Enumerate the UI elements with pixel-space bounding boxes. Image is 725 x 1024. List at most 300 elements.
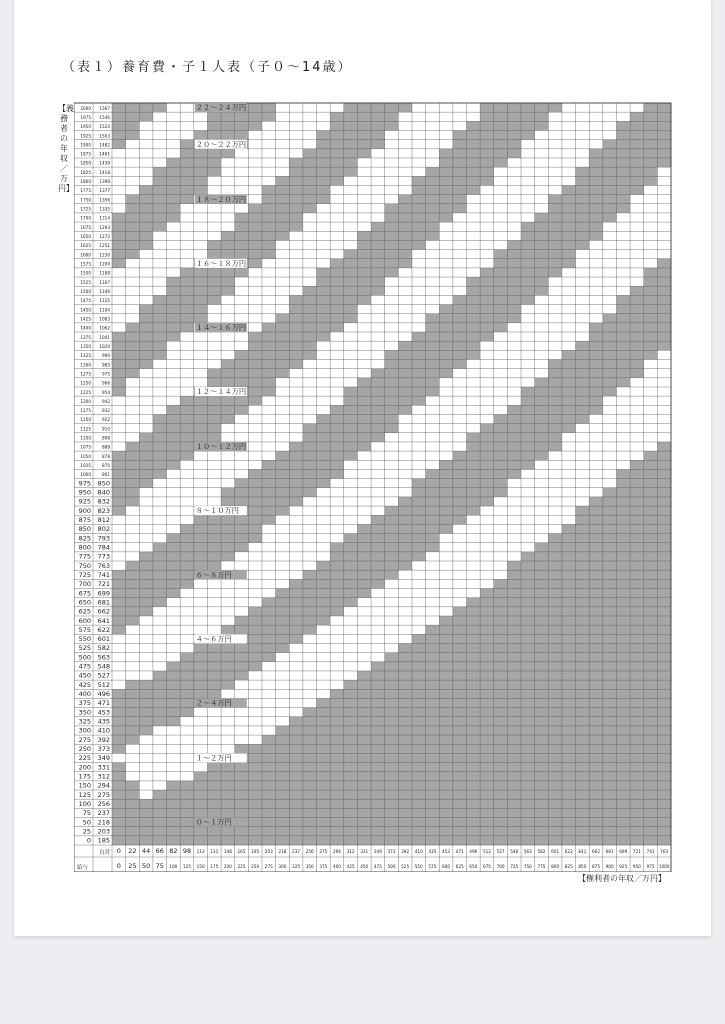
- band-cell: [657, 479, 671, 488]
- band-cell: [589, 222, 603, 231]
- band-cell: [303, 534, 317, 543]
- band-cell: [221, 579, 235, 588]
- band-cell: [303, 414, 317, 423]
- band-cell: [139, 204, 153, 213]
- band-cell: [548, 735, 562, 744]
- band-cell: [398, 726, 412, 735]
- band-cell: [439, 589, 453, 598]
- band-cell: [657, 213, 671, 222]
- band-cell: [466, 295, 480, 304]
- band-cell: [262, 744, 276, 753]
- band-cell: [139, 240, 153, 249]
- band-cell: [194, 369, 208, 378]
- band-cell: [616, 662, 630, 671]
- band-cell: [112, 680, 126, 689]
- band-cell: [562, 130, 576, 139]
- band-cell: [576, 634, 590, 643]
- band-cell: [303, 479, 317, 488]
- band-cell: [657, 488, 671, 497]
- band-cell: [221, 204, 235, 213]
- obligor-self-employed-tick: 1377: [99, 188, 110, 194]
- band-cell: [153, 231, 167, 240]
- band-cell: [644, 698, 658, 707]
- band-cell: [562, 634, 576, 643]
- obligor-self-employed-tick: 1020: [99, 343, 110, 349]
- band-cell: [426, 396, 440, 405]
- band-cell: [644, 451, 658, 460]
- band-cell: [357, 827, 371, 836]
- band-cell: [289, 268, 303, 277]
- band-cell: [603, 204, 617, 213]
- band-cell: [385, 149, 399, 158]
- band-cell: [576, 479, 590, 488]
- band-cell: [344, 176, 358, 185]
- band-cell: [276, 662, 290, 671]
- band-cell: [644, 616, 658, 625]
- band-cell: [535, 250, 549, 259]
- band-cell: [589, 818, 603, 827]
- band-cell: [439, 753, 453, 762]
- band-cell: [357, 808, 371, 817]
- band-cell: [548, 332, 562, 341]
- band-cell: [139, 753, 153, 762]
- band-cell: [507, 140, 521, 149]
- band-cell: [180, 552, 194, 561]
- band-cell: [466, 112, 480, 121]
- band-cell: [630, 598, 644, 607]
- band-cell: [126, 442, 140, 451]
- band-cell: [371, 158, 385, 167]
- band-cell: [385, 488, 399, 497]
- band-cell: [317, 305, 331, 314]
- band-cell: [426, 305, 440, 314]
- obligor-self-employed-tick: 763: [97, 561, 110, 570]
- band-cell: [248, 689, 262, 698]
- obligor-self-employed-tick: 1439: [99, 160, 110, 166]
- band-cell: [576, 497, 590, 506]
- band-cell: [480, 643, 494, 652]
- band-cell: [644, 332, 658, 341]
- band-cell: [439, 643, 453, 652]
- band-cell: [126, 772, 140, 781]
- band-cell: [317, 204, 331, 213]
- band-cell: [167, 506, 181, 515]
- band-cell: [112, 414, 126, 423]
- band-cell: [153, 350, 167, 359]
- obligor-salary-tick: 1225: [80, 389, 91, 395]
- band-cell: [248, 497, 262, 506]
- band-cell: [535, 167, 549, 176]
- obligee-salary-tick: 600: [442, 864, 451, 869]
- band-cell: [317, 469, 331, 478]
- band-cell: [112, 121, 126, 130]
- obligor-salary-tick: 300: [78, 726, 91, 735]
- band-cell: [562, 561, 576, 570]
- band-cell: [630, 662, 644, 671]
- obligor-self-employed-tick: 1293: [99, 224, 110, 230]
- band-cell: [276, 268, 290, 277]
- band-cell: [167, 167, 181, 176]
- obligor-self-employed-tick: 999: [102, 353, 110, 359]
- band-cell: [603, 488, 617, 497]
- band-cell: [657, 726, 671, 735]
- band-cell: [357, 497, 371, 506]
- band-cell: [167, 240, 181, 249]
- band-cell: [453, 781, 467, 790]
- band-cell: [221, 561, 235, 570]
- band-cell: [453, 836, 467, 845]
- band-cell: [480, 396, 494, 405]
- band-cell: [139, 213, 153, 222]
- band-cell: [466, 140, 480, 149]
- band-cell: [153, 268, 167, 277]
- band-cell: [385, 323, 399, 332]
- band-cell: [221, 158, 235, 167]
- band-cell: [521, 195, 535, 204]
- band-cell: [139, 130, 153, 139]
- band-cell: [344, 680, 358, 689]
- band-cell: [616, 543, 630, 552]
- band-cell: [317, 424, 331, 433]
- band-cell: [153, 433, 167, 442]
- band-cell: [180, 607, 194, 616]
- band-cell: [194, 790, 208, 799]
- band-cell: [276, 799, 290, 808]
- obligee-self-employed-tick: 681: [605, 849, 614, 854]
- band-cell: [262, 753, 276, 762]
- band-cell: [521, 332, 535, 341]
- band-cell: [180, 717, 194, 726]
- band-cell: [630, 689, 644, 698]
- band-cell: [548, 818, 562, 827]
- band-cell: [194, 396, 208, 405]
- band-cell: [180, 799, 194, 808]
- band-cell: [248, 350, 262, 359]
- band-cell: [480, 140, 494, 149]
- band-cell: [330, 479, 344, 488]
- band-cell: [644, 369, 658, 378]
- band-cell: [412, 121, 426, 130]
- band-cell: [412, 625, 426, 634]
- band-cell: [317, 827, 331, 836]
- band-cell: [303, 616, 317, 625]
- band-cell: [616, 653, 630, 662]
- band-cell: [330, 323, 344, 332]
- band-cell: [521, 625, 535, 634]
- band-cell: [303, 103, 317, 112]
- band-cell: [344, 323, 358, 332]
- band-cell: [589, 515, 603, 524]
- band-cell: [180, 240, 194, 249]
- obligor-salary-tick: 1475: [80, 298, 91, 304]
- band-cell: [480, 708, 494, 717]
- band-cell: [507, 680, 521, 689]
- band-cell: [112, 790, 126, 799]
- obligee-salary-tick: 875: [592, 864, 601, 869]
- band-cell: [167, 534, 181, 543]
- band-cell: [657, 286, 671, 295]
- band-cell: [276, 222, 290, 231]
- obligee-salary-tick: 25: [128, 862, 137, 870]
- band-cell: [344, 286, 358, 295]
- band-cell: [603, 130, 617, 139]
- band-cell: [507, 589, 521, 598]
- band-cell: [330, 506, 344, 515]
- band-cell: [248, 653, 262, 662]
- band-cell: [521, 781, 535, 790]
- band-cell: [466, 689, 480, 698]
- band-cell: [262, 515, 276, 524]
- band-cell: [562, 167, 576, 176]
- band-cell: [357, 836, 371, 845]
- band-cell: [644, 653, 658, 662]
- band-cell: [194, 561, 208, 570]
- band-cell: [276, 185, 290, 194]
- band-cell: [317, 314, 331, 323]
- band-cell: [494, 543, 508, 552]
- band-cell: [126, 497, 140, 506]
- band-cell: [303, 222, 317, 231]
- band-cell: [507, 341, 521, 350]
- band-cell: [562, 350, 576, 359]
- obligee-self-employed-tick: 601: [551, 849, 560, 854]
- band-cell: [521, 506, 535, 515]
- band-cell: [126, 598, 140, 607]
- obligee-self-employed-tick: 66: [155, 847, 164, 855]
- obligor-salary-tick: 400: [78, 690, 91, 699]
- band-cell: [262, 405, 276, 414]
- band-cell: [385, 799, 399, 808]
- band-cell: [385, 341, 399, 350]
- band-cell: [589, 460, 603, 469]
- band-cell: [235, 808, 249, 817]
- band-cell: [385, 424, 399, 433]
- band-cell: [139, 808, 153, 817]
- band-cell: [371, 359, 385, 368]
- obligee-salary-tick: 350: [305, 864, 314, 869]
- band-cell: [630, 277, 644, 286]
- band-cell: [357, 515, 371, 524]
- band-cell: [548, 140, 562, 149]
- band-cell: [412, 369, 426, 378]
- obligor-self-employed-tick: 850: [97, 479, 110, 488]
- band-cell: [153, 387, 167, 396]
- band-cell: [126, 305, 140, 314]
- band-cell: [262, 451, 276, 460]
- band-cell: [194, 836, 208, 845]
- band-cell: [235, 185, 249, 194]
- band-cell: [139, 378, 153, 387]
- band-cell: [548, 130, 562, 139]
- band-cell: [344, 643, 358, 652]
- band-cell: [548, 149, 562, 158]
- band-cell: [330, 204, 344, 213]
- band-cell: [235, 772, 249, 781]
- band-cell: [657, 103, 671, 112]
- band-cell: [180, 634, 194, 643]
- band-cell: [276, 213, 290, 222]
- band-cell: [221, 167, 235, 176]
- obligee-salary-tick: 75: [155, 862, 164, 870]
- obligor-self-employed-tick: 784: [97, 543, 110, 552]
- band-cell: [494, 790, 508, 799]
- band-cell: [317, 735, 331, 744]
- band-cell: [167, 112, 181, 121]
- band-cell: [153, 680, 167, 689]
- band-cell: [207, 561, 221, 570]
- band-cell: [344, 735, 358, 744]
- band-cell: [112, 753, 126, 762]
- band-cell: [480, 369, 494, 378]
- band-cell: [371, 616, 385, 625]
- band-cell: [644, 570, 658, 579]
- band-cell: [439, 250, 453, 259]
- band-cell: [657, 396, 671, 405]
- band-cell: [262, 781, 276, 790]
- band-cell: [562, 295, 576, 304]
- band-cell: [644, 579, 658, 588]
- band-cell: [453, 424, 467, 433]
- obligee-salary-tick: 925: [619, 864, 628, 869]
- band-cell: [153, 250, 167, 259]
- band-cell: [235, 359, 249, 368]
- band-cell: [112, 570, 126, 579]
- band-cell: [507, 295, 521, 304]
- band-cell: [616, 433, 630, 442]
- band-cell: [180, 451, 194, 460]
- band-cell: [480, 469, 494, 478]
- band-cell: [603, 790, 617, 799]
- obligor-self-employed-tick: 1146: [99, 288, 110, 294]
- band-cell: [330, 561, 344, 570]
- band-cell: [262, 378, 276, 387]
- band-cell: [453, 140, 467, 149]
- band-cell: [262, 259, 276, 268]
- band-cell: [548, 689, 562, 698]
- band-cell: [521, 149, 535, 158]
- band-cell: [507, 204, 521, 213]
- band-cell: [262, 204, 276, 213]
- band-cell: [371, 167, 385, 176]
- band-cell: [507, 250, 521, 259]
- band-cell: [507, 506, 521, 515]
- band-cell: [398, 808, 412, 817]
- band-cell: [126, 827, 140, 836]
- band-cell: [466, 424, 480, 433]
- band-cell: [248, 589, 262, 598]
- band-cell: [562, 204, 576, 213]
- band-cell: [344, 561, 358, 570]
- band-cell: [644, 286, 658, 295]
- band-cell: [139, 424, 153, 433]
- band-cell: [207, 479, 221, 488]
- band-cell: [262, 726, 276, 735]
- band-cell: [398, 332, 412, 341]
- band-cell: [303, 689, 317, 698]
- band-cell: [371, 763, 385, 772]
- band-cell: [521, 579, 535, 588]
- band-cell: [616, 827, 630, 836]
- band-cell: [139, 295, 153, 304]
- band-cell: [412, 359, 426, 368]
- band-cell: [576, 763, 590, 772]
- band-cell: [453, 314, 467, 323]
- band-cell: [439, 671, 453, 680]
- obligor-self-employed-tick: 601: [97, 635, 110, 644]
- band-cell: [494, 295, 508, 304]
- band-cell: [344, 763, 358, 772]
- band-cell: [548, 204, 562, 213]
- band-cell: [276, 827, 290, 836]
- band-cell: [153, 671, 167, 680]
- band-cell: [507, 176, 521, 185]
- band-cell: [589, 534, 603, 543]
- obligee-salary-tick: 725: [510, 864, 519, 869]
- band-cell: [398, 140, 412, 149]
- obligor-self-employed-tick: 681: [97, 598, 110, 607]
- band-cell: [235, 717, 249, 726]
- band-cell: [630, 772, 644, 781]
- band-cell: [535, 378, 549, 387]
- band-cell: [494, 195, 508, 204]
- band-cell: [385, 305, 399, 314]
- band-cell: [317, 341, 331, 350]
- band-cell: [180, 543, 194, 552]
- band-cell: [439, 818, 453, 827]
- band-cell: [194, 717, 208, 726]
- band-cell: [180, 579, 194, 588]
- band-cell: [466, 643, 480, 652]
- band-cell: [289, 781, 303, 790]
- band-cell: [357, 195, 371, 204]
- obligee-salary-tick: 475: [373, 864, 382, 869]
- obligor-salary-tick: 2000: [80, 105, 91, 111]
- band-cell: [126, 130, 140, 139]
- band-cell: [126, 552, 140, 561]
- band-cell: [180, 836, 194, 845]
- band-cell: [494, 396, 508, 405]
- band-cell: [303, 369, 317, 378]
- band-cell: [576, 295, 590, 304]
- band-cell: [616, 744, 630, 753]
- band-cell: [603, 625, 617, 634]
- band-cell: [207, 515, 221, 524]
- band-cell: [603, 240, 617, 249]
- band-cell: [289, 598, 303, 607]
- band-cell: [616, 726, 630, 735]
- band-cell: [616, 103, 630, 112]
- obligor-salary-tick: 175: [78, 772, 91, 781]
- band-cell: [466, 589, 480, 598]
- band-cell: [385, 240, 399, 249]
- band-cell: [167, 616, 181, 625]
- band-cell: [576, 561, 590, 570]
- band-cell: [426, 708, 440, 717]
- band-cell: [235, 524, 249, 533]
- band-cell: [167, 341, 181, 350]
- band-cell: [657, 469, 671, 478]
- band-cell: [112, 836, 126, 845]
- band-cell: [630, 268, 644, 277]
- band-cell: [385, 295, 399, 304]
- band-cell: [589, 570, 603, 579]
- band-cell: [330, 698, 344, 707]
- band-cell: [371, 717, 385, 726]
- band-cell: [357, 524, 371, 533]
- band-cell: [385, 570, 399, 579]
- band-cell: [466, 708, 480, 717]
- band-cell: [657, 130, 671, 139]
